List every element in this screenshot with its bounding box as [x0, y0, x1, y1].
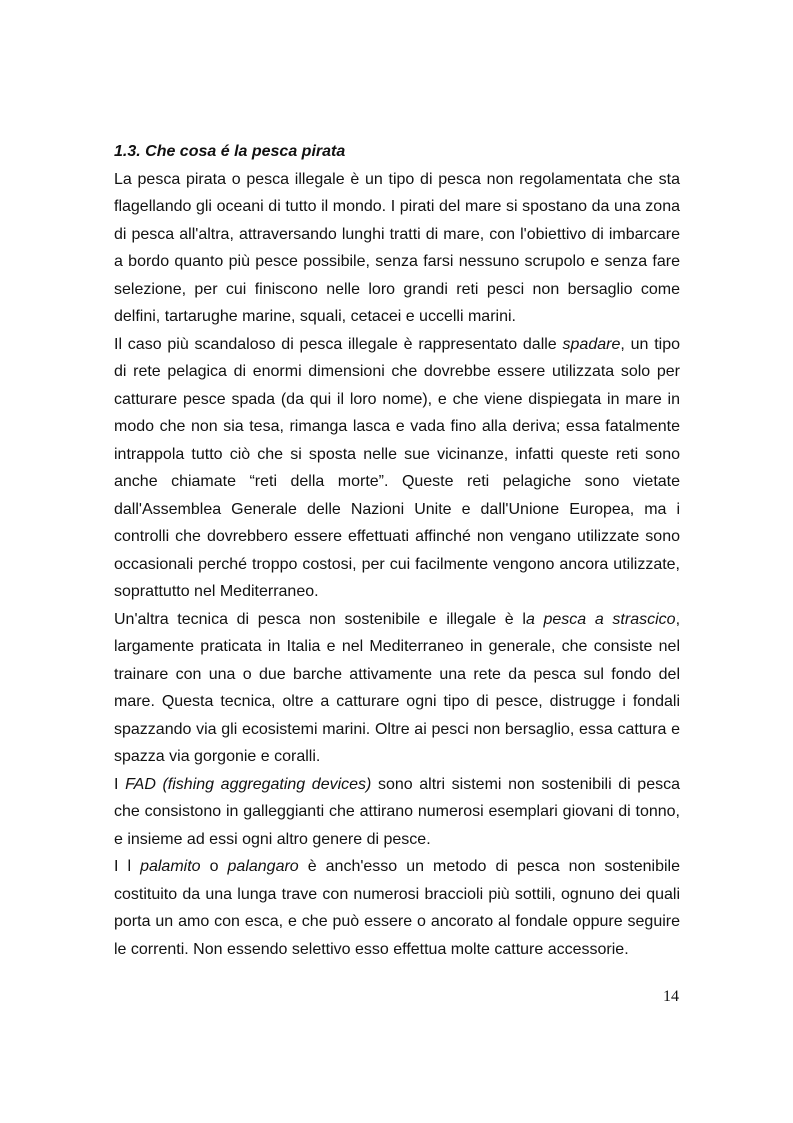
- paragraph-palamito-text-end: è anch'esso un metodo di pesca non sostenibile costituito da una lunga trave con numerosi braccioli più sottili, ognuno dei quali porta un amo con esca, e che può essere o ancorato al fondale oppure seguire le correnti. Non essendo selettivo esso effettua molte catture accessorie.: [114, 858, 680, 958]
- paragraph-fad: [114, 771, 680, 854]
- term-spadare: spadare: [562, 335, 621, 353]
- paragraph-palamito: [114, 853, 680, 963]
- paragraph-strascico-text-start: Un'altra tecnica di pesca non sostenibile e illegale è l: [114, 610, 526, 628]
- paragraph-pesca-pirata: La pesca pirata o pesca illegale è un tipo di pesca non regolamentata che sta flagellando gli oceani di tutto il mondo. I pirati del mare si spostano da una zona di pesca all'altra, attraversando lunghi tratti di mare, con l'obiettivo di imbarcare a bordo quanto più pesce possibile, senza farsi nessuno scrupolo e senza fare selezione, per cui finiscono nelle loro grandi reti pesci non bersaglio come delfini, tartarughe marine, squali, cetacei e uccelli marini.: [114, 170, 680, 325]
- page-number: 14: [663, 988, 679, 1005]
- section-heading: 1.3. Che cosa é la pesca pirata: [114, 143, 346, 160]
- paragraph-strascico: [114, 606, 680, 771]
- paragraph-palamito-text-start: I l: [114, 858, 141, 875]
- paragraph-fad-text-end: sono altri sistemi non sostenibili di pesca che consistono in galleggianti che attirano numerosi esemplari giovani di tonno, e insieme ad essi ogni altro genere di pesce.: [114, 775, 680, 848]
- term-palangaro: palangaro: [227, 858, 299, 875]
- term-palamito: palamito: [140, 858, 201, 875]
- term-pesca-a-strascico: a pesca a strascico: [525, 610, 676, 628]
- term-fad: FAD (fishing aggregating devices): [125, 775, 372, 793]
- paragraph-spadare: [114, 331, 680, 606]
- paragraph-palamito-conjunction: o: [200, 858, 228, 875]
- page-content: [114, 138, 680, 963]
- paragraph-fad-text-start: I: [114, 775, 126, 793]
- paragraph-strascico-text-end: , largamente praticata in Italia e nel Mediterraneo in generale, che consiste nel trainare con una o due barche attivamente una rete da pesca sul fondo del mare. Questa tecnica, oltre a catturare ogni tipo di pesce, distrugge i fondali spazzando via gli ecosistemi marini. Oltre ai pesci non bersaglio, essa cattura e spazza via gorgonie e coralli.: [114, 610, 681, 765]
- paragraph-spadare-text-start: Il caso più scandaloso di pesca illegale è rappresentato dalle: [114, 335, 563, 353]
- paragraph-spadare-text-end: , un tipo di rete pelagica di enormi dimensioni che dovrebbe essere utilizzata solo per catturare pesce spada (da qui il loro nome), e che viene dispiegata in mare in modo che non sia tesa, rimanga lasca e vada fino alla deriva; essa fatalmente intrappola tutto ciò che si sposta nelle sue vicinanze, infatti queste reti sono anche chiamate “reti della morte”. Queste reti pelagiche sono vietate dall'Assemblea Generale delle Nazioni Unite e dall'Unione Europea, ma i controlli che dovrebbero essere effettuati affinché non vengano utilizzate sono occasionali perché troppo costosi, per cui facilmente vengono ancora utilizzate, soprattutto nel Mediterraneo.: [114, 335, 680, 600]
